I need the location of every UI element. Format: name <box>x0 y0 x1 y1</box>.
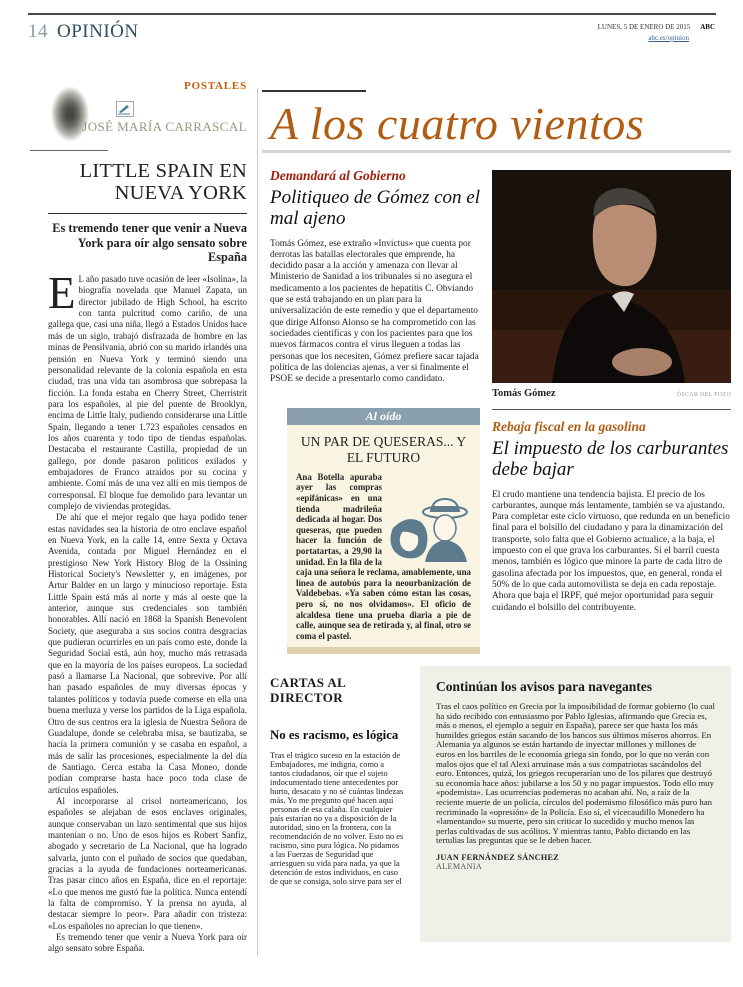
section-title: OPINIÓN <box>57 21 139 42</box>
header-section <box>28 21 139 43</box>
photo-underline <box>30 150 108 151</box>
aloido-title: UN PAR DE QUESERAS... Y EL FUTURO <box>300 434 467 465</box>
gasolina-headline: El impuesto de los carburantes debe bajar <box>492 438 729 481</box>
column-divider <box>257 88 258 956</box>
letter2-author: JUAN FERNÁNDEZ SÁNCHEZ <box>436 852 560 862</box>
gasolina-kicker: Rebaja fiscal en la gasolina <box>492 419 646 434</box>
header-dateline <box>598 22 715 43</box>
photo-caption-row <box>492 388 731 399</box>
postales-body <box>48 268 247 955</box>
photo-credit: ÓSCAR DEL POZO <box>676 392 731 398</box>
site-link[interactable]: abc.es/opinion <box>648 33 689 42</box>
letter2-box <box>420 666 731 942</box>
section-tick-rule <box>262 90 366 92</box>
gasolina-body: El crudo mantiene una tendencia bajista. El precio de los carburantes, aunque más lentamente, también se va ajustando. Para completar este ciclo virtuoso, que redunda en un beneficio final para el bolsillo del ciudadano y para la dinamización del transporte, solo falta que el Gobierno actualice, a la baja, el impuesto con el que grava los carburantes. Si el barril cuesta menos, también es lógico que minore la parte de cada litro de gasolina afectada por los impuestos, que, en general, ronda el 50% de lo que cada automovilista se deja en cada repostaje. Ahora que baja el IRPF, qué mejor oportunidad para seguir cuidando el bolsillo del contribuyente. <box>492 489 730 613</box>
paragraph-text: L año pasado tuve ocasión de leer «Isolina», la biografía novelada que Manuel Zapata, un director jubilado de High School, ha escrito con tanta pulcritud como cariño, de una gallega que, casi una niña, llegó a Estados Unidos hace más de un siglo, trabajó disfrazada de hombre en las minas de Pensilvania, abrió con su marido irlandés una pensión en Nueva York y terminó siendo una personalidad relevante de la colonia española en esta ciudad, tras una vida tan asombrosa que sobrepasa la ficción. La fonda estaba en Cherry Street, Cherristrit para los españoles, al pie del puente de Brooklyn, encima de Little Italy, pudiendo considerarse una Little Spain, llegando a tener 1.723 españoles censados en los años cuarenta y todo tipo de tiendas españolas. Destacaba el restaurante Castilla, propiedad de un gallego, por donde pasaron políticos exilados y embajadores de Franco atraídos por su cocina y ambiente. Comí más de una vez allí en mis tiempos de corresponsal. El bloque fue demolido para levantar un complejo de viviendas protegidas. <box>48 274 247 511</box>
page-number: 14 <box>28 21 48 42</box>
gasolina-rule <box>492 409 731 410</box>
letter2-location: ALEMANIA <box>436 861 483 871</box>
paragraph: Es tremendo tener que venir a Nueva York para oír algo sensato sobre España. <box>48 932 247 954</box>
header-rule <box>28 13 716 15</box>
dropcap: E <box>48 268 76 319</box>
cartas-section-title: CARTAS AL DIRECTOR <box>270 675 346 705</box>
postales-rule <box>48 213 247 214</box>
aloido-bottom-strip <box>287 647 480 654</box>
letter2-body: Tras el caos político en Grecia por la imposibilidad de formar gobierno (lo cual ha sido recibido con entusiasmo por Pablo Iglesias, afirmando que Grecia es, más o menos, el ejemplo a seguir en España), parece ser que hasta los más humildes griegos están sacando de los bancos sus últimos míseros ahorros. En Alemania ya algunos se están hartando de inyectar millones y millones de euros en los barriles de le economía griega sin fondo, por lo que no verán con malos ojos que el tal Alexi arruinase más a sus compatriotas sacándolos del euro. Entonces, quizá, los griegos recuperarían uno de los pilares que destruyó su economía hace años: jubilarse a los 50 y no pagar impuestos. Todo ello muy «podemista». Las ocurrencias podemeras no acaban ahí. No, a raíz de la reciente muerte de un policía, círculos del podemismo filosófico más puro han recriminado la «opresión» de la Policía. Eso sí, el vicecaudillo Monedero ha «lamentando» su muerte, pero sin criticar lo sucedido y mucho menos las perlas cultivadas de sus acólitos. Y mientras tanto, Pablo dictando en las tertulias las preguntas que se le deben hacer. <box>436 701 715 846</box>
photo-caption: Tomás Gómez <box>492 388 556 399</box>
aloido-box <box>287 408 480 654</box>
author-photo <box>50 85 90 143</box>
letter2-title: Continúan los avisos para navegantes <box>436 679 653 694</box>
article-gasolina <box>492 419 731 614</box>
aloido-body <box>287 472 480 642</box>
paragraph: De ahí que el mejor regalo que haya podido tener estas navidades sea la historia de otro enclave español en Nueva York, en la calle 14, entre Sexta y Octava Avenida, contada por Miguel Hernández en el prestigioso New York History Blog de la Ossining Historical Society's Newsletter y, en imágenes, por Artur Balder en un largo y minucioso reportaje. Esta Little Spain está más al norte y más al oeste que la anterior, aunque sus credenciales son también honorables. Allí nació en 1868 la Spanish Benevolent Society, que aseguraba a sus socios contra desgracias que pudieran ocurrirles en un país como este, donde la Seguridad Social está, aún hoy, mucho más retrasada que en la mayoría de los países europeos. La sociedad pasó a llamarse La Nacional, que sobrevive. Por allí han pasado españoles de muy diversas épocas y talantes políticos y todavía puede comerse en ella una buena merluza y verse los partidos de la Liga española. Otro de sus centros era la iglesia de Nuestra Señora de Guadalupe, donde se celebraba misa, se bautizaba, se hacía la primera comunión y se casaba en español, a más de salir las procesiones, especialmente la del día de Santiago. Cerca estaba la Casa Moneo, donde podían comprarse hasta hace poco toda clase de artículos españoles. <box>48 512 247 795</box>
letter1-body: Tras el trágico suceso en la estación de Embajadores, me indigna, como a tantos ciudadanos, oír que el sujeto indocumentado tiene antecedentes por hurto, desacato y no sé cuántas lindezas más. Yo me pregunto qué hacen aquí personas de esa calaña. En cualquier país estarían no ya a disposición de la autoridad, sino en la frontera, con la recomendación de no volver. Esto no es racismo, sino pura lógica. No pidamos a las Fuerzas de Seguridad que arriesguen su vida para nada, ya que la detención de estos individuos, en caso de que se consiga, solo sirve para ser el <box>270 751 404 887</box>
article-gomez <box>270 168 481 385</box>
gomez-kicker: Demandará al Gobierno <box>270 168 406 183</box>
paragraph: Al incorporarse al crisol norteamericano, los españoles se alejaban de esos enclaves originales, aunque conservaban un lazo sentimental que sus hijos mantenían o no. Uno de esos hijos es Robert Sanfiz, abogado y secretario de La Nacional, que ha logrado salvarla, junto con el puñado de socios que quedaban, gracias a la ayuda de fundaciones norteamericanas. Tras pasar cinco años en España, dice en el reportaje: «Lo que menos me gustó fue la política. Nunca entendí la falta de compromiso. Y la prensa no ayuda, al destacar siempre lo peor». Para añadir con tristeza: «Los españoles no aprecian lo que tienen». <box>48 795 247 931</box>
cartas-column <box>270 676 404 886</box>
gomez-photo <box>492 170 731 383</box>
aloido-text: Ana Botella apuraba ayer las compras «epifánicas» en una tienda madrileña dedicada al hogar. Dos queseras, que pueden hacer la función de portatartas, a 29,90 la unidad. En la fila de la caja una señora le reclama, amablemente, una línea de autobús para la neourbanización de Valdebebas. «Ya saben cómo estan las cosas, pero sí, no nos olvidamos». El oficio de alcaldesa tiene una prueba diaria a pie de calle, aunque sea de retirada y, al final, otro se coma el pastel. <box>296 471 471 641</box>
gomez-body: Tomás Gómez, ese extraño «Invictus» que cuenta por derrotas las batallas electorales que emprende, ha decidido pasar a la acción y amenaza con llevar al Ministerio de Sanidad a los tribunales si no asegura el medicamento a los pacientes de hepatitis C. Obviando que se está trabajando en un plan para la universalización de este remedio y que el departamento que dirige Alfonso Alonso se ha comprometido con las sociedades científicas y con los pacientes para que los nuevos fármacos contra el virus lleguen a todas las personas que los necesiten, Gómez prefiere sacar tajada política de las dolencias ajenas, a ver si finalmente el PSOE se decide a presentarlo como candidato. <box>270 238 479 385</box>
gomez-headline: Politiqueo de Gómez con el mal ajeno <box>270 187 481 230</box>
author-name: JOSÉ MARÍA CARRASCAL <box>82 119 247 134</box>
aloido-tab: Al oído <box>287 408 480 425</box>
postales-standfirst: Es tremendo tener que venir a Nueva York para oír algo sensato sobre España <box>52 220 247 265</box>
letter1-title: No es racismo, es lógica <box>270 728 399 743</box>
brand: ABC <box>700 23 715 31</box>
postales-column <box>48 80 247 955</box>
date: LUNES, 5 DE ENERO DE 2015 <box>597 23 691 31</box>
masthead-rule <box>262 150 731 153</box>
pen-icon <box>116 101 134 117</box>
postales-kicker: POSTALES <box>183 80 247 92</box>
cartoon-illustration-icon <box>385 498 471 562</box>
postales-headline: LITTLE SPAIN EN NUEVA YORK <box>79 160 247 204</box>
paragraph <box>48 268 247 512</box>
postales-header <box>48 80 247 156</box>
section-masthead: A los cuatro vientos <box>270 98 645 149</box>
